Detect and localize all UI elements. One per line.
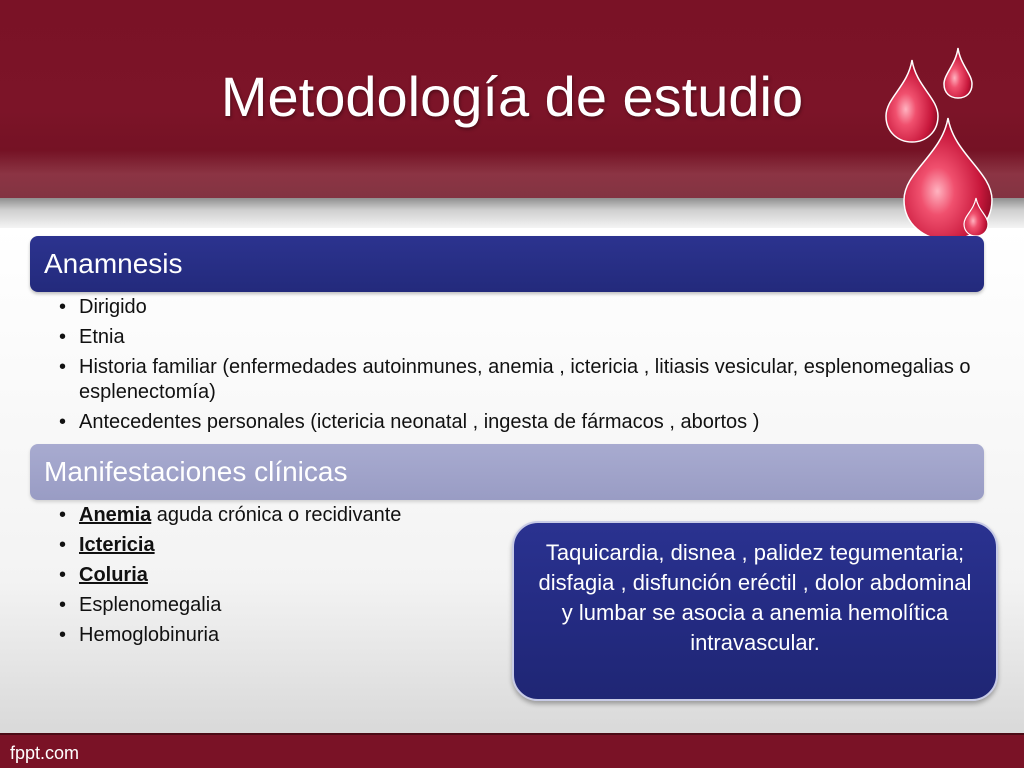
section-header-anamnesis: Anamnesis — [30, 236, 984, 292]
slide-title: Metodología de estudio — [220, 65, 804, 128]
emphasis-term: Coluria — [79, 564, 148, 586]
blood-drops-icon — [860, 30, 1024, 250]
symptoms-callout: Taquicardia, disnea , palidez tegumentaria; disfagia , disfunción eréctil , dolor abdominal y lumbar se asocia a anemia hemolítica intravascular. — [512, 521, 998, 701]
emphasis-term: Ictericia — [79, 534, 155, 556]
list-item: • Dirigido — [53, 295, 973, 320]
list-item — [53, 503, 513, 528]
blood-drop-small — [944, 48, 972, 98]
list-item — [53, 623, 513, 648]
footer-brand: fppt.com — [10, 743, 80, 763]
list-item: • Historia familiar (enfermedades autoinmunes, anemia , ictericia , litiasis vesicular, esplenomegalias o esplenectomía) — [53, 355, 973, 405]
anamnesis-list — [53, 295, 973, 440]
item-text: aguda crónica o recidivante — [151, 504, 402, 526]
emphasis-term: Anemia — [79, 504, 152, 526]
manifestaciones-list — [53, 503, 513, 653]
item-text: Hemoglobinuria — [79, 624, 220, 646]
list-item — [53, 593, 513, 618]
list-item: • Etnia — [53, 325, 973, 350]
list-item — [53, 563, 513, 588]
blood-drop-medium — [886, 60, 938, 142]
item-text: Esplenomegalia — [79, 594, 222, 616]
footer-bar — [0, 733, 1024, 768]
list-item: • Antecedentes personales (ictericia neonatal , ingesta de fármacos , abortos ) — [53, 410, 973, 435]
section-header-manifestaciones: Manifestaciones clínicas — [30, 444, 984, 500]
list-item — [53, 533, 513, 558]
